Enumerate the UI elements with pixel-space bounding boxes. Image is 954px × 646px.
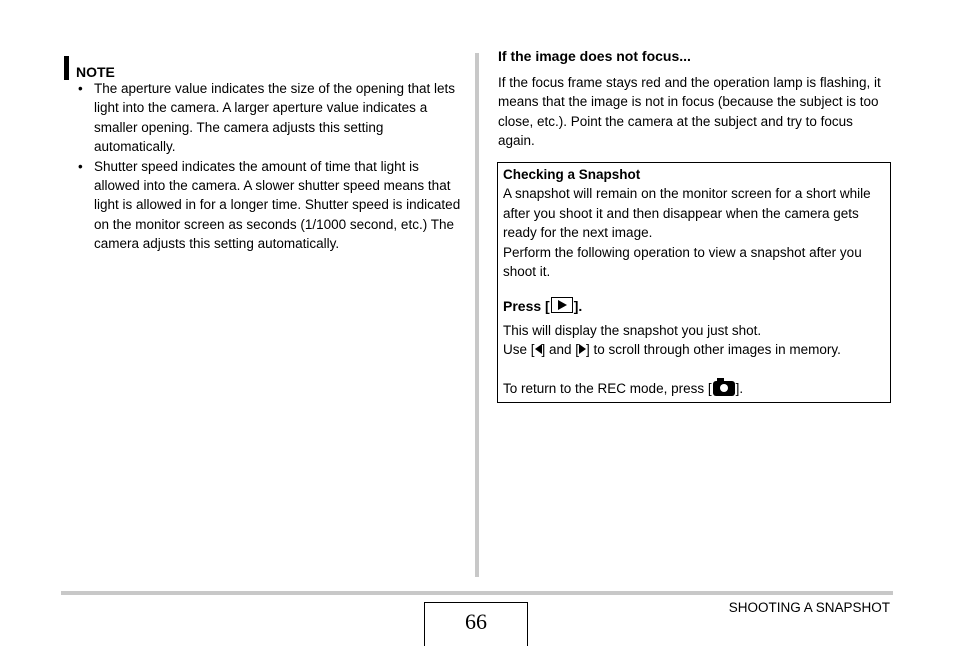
press-prefix: Press [ [503,298,550,314]
press-instruction [503,297,582,314]
note-marker-bar [64,56,69,80]
snapshot-para-1: A snapshot will remain on the monitor screen for a short while after you shoot it and then disappear when the camera gets ready for the next image. [503,186,871,241]
scroll-and: ] and [ [541,342,580,358]
snapshot-box [497,162,891,403]
scroll-line [503,340,887,359]
scroll-use: Use [ [503,342,535,358]
column-divider [475,53,479,577]
left-arrow-icon [535,344,542,354]
note-list [78,79,468,254]
return-line [503,379,887,398]
footer-divider [61,591,893,595]
camera-icon [713,381,735,396]
play-icon [551,297,573,313]
snapshot-box-title: Checking a Snapshot [503,167,641,182]
note-item-shutter: • Shutter speed indicates the amount of time that light is allowed into the camera. A slower shutter speed means that light is allowed in for a longer time. Shutter speed is indicated on the monitor screen as seconds (1/1000 second, etc.) The camera adjusts this setting automatically. [78,157,468,254]
return-prefix: To return to the REC mode, press [ [503,381,712,397]
scroll-rest: ] to scroll through other images in memory. [586,342,841,358]
press-suffix: ]. [573,298,583,314]
return-suffix: ]. [735,381,744,397]
note-item-aperture: • The aperture value indicates the size of the opening that lets light into the camera. A larger aperture value indicates a smaller opening. The camera adjusts this setting automatically. [78,79,468,157]
right-arrow-icon [579,344,586,354]
focus-body: If the focus frame stays red and the operation lamp is flashing, it means that the image is not in focus (because the subject is too close, etc.). Point the camera at the subject and try to focus again. [498,75,881,149]
snapshot-para-2: Perform the following operation to view a snapshot after you shoot it. [503,244,862,280]
page-number: 66 [424,602,528,646]
focus-heading: If the image does not focus... [498,48,691,64]
footer-section-title: SHOOTING A SNAPSHOT [728,600,890,615]
display-line: This will display the snapshot you just shot. [503,323,762,338]
note-label: NOTE [76,64,115,80]
